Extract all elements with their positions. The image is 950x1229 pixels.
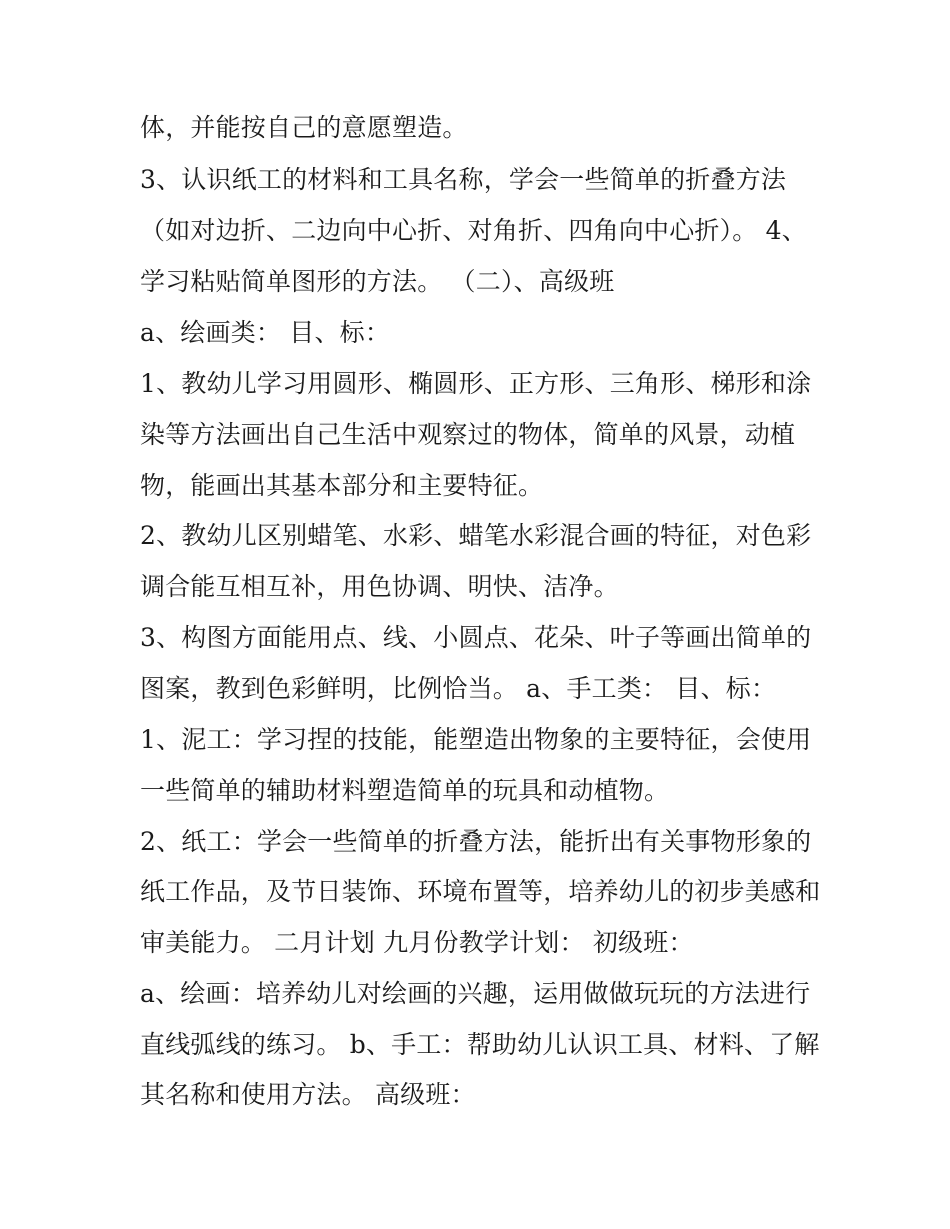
text-line: a、绘画：培养幼儿对绘画的兴趣，运用做做玩玩的方法进行 xyxy=(140,979,811,1008)
text-line: 物，能画出其基本部分和主要特征。 xyxy=(140,471,544,500)
text-line: （如对边折、二边向中心折、对角折、四角向中心折）。 4、 xyxy=(140,216,807,245)
text-line: 1、泥工：学习捏的技能，能塑造出物象的主要特征，会使用 xyxy=(140,725,812,754)
text-line: 2、教幼儿区别蜡笔、水彩、蜡笔水彩混合画的特征，对色彩 xyxy=(140,521,812,550)
text-line: 学习粘贴简单图形的方法。 （二）、高级班 xyxy=(140,267,615,296)
text-line: 3、构图方面能用点、线、小圆点、花朵、叶子等画出简单的 xyxy=(140,623,812,652)
text-line: 1、教幼儿学习用圆形、椭圆形、正方形、三角形、梯形和涂 xyxy=(140,369,812,398)
text-line: 直线弧线的练习。 b、手工：帮助幼儿认识工具、材料、了解 xyxy=(140,1030,820,1059)
text-line: a、绘画类： 目、标： xyxy=(140,318,391,347)
text-line: 纸工作品，及节日装饰、环境布置等，培养幼儿的初步美感和 xyxy=(140,877,821,906)
text-line: 染等方法画出自己生活中观察过的物体，简单的风景，动植 xyxy=(140,420,796,449)
text-line: 调合能互相互补，用色协调、明快、洁净。 xyxy=(140,572,619,601)
text-line: 一些简单的辅助材料塑造简单的玩具和动植物。 xyxy=(140,776,670,805)
text-line: 其名称和使用方法。 高级班： xyxy=(140,1080,476,1109)
text-line: 图案，教到色彩鲜明，比例恰当。 a、手工类： 目、标： xyxy=(140,674,777,703)
text-line: 3、认识纸工的材料和工具名称，学会一些简单的折叠方法 xyxy=(140,165,787,194)
text-line: 2、纸工：学会一些简单的折叠方法，能折出有关事物形象的 xyxy=(140,827,812,856)
text-line: 体，并能按自己的意愿塑造。 xyxy=(140,113,468,142)
text-line: 审美能力。 二月计划 九月份教学计划： 初级班： xyxy=(140,928,694,957)
